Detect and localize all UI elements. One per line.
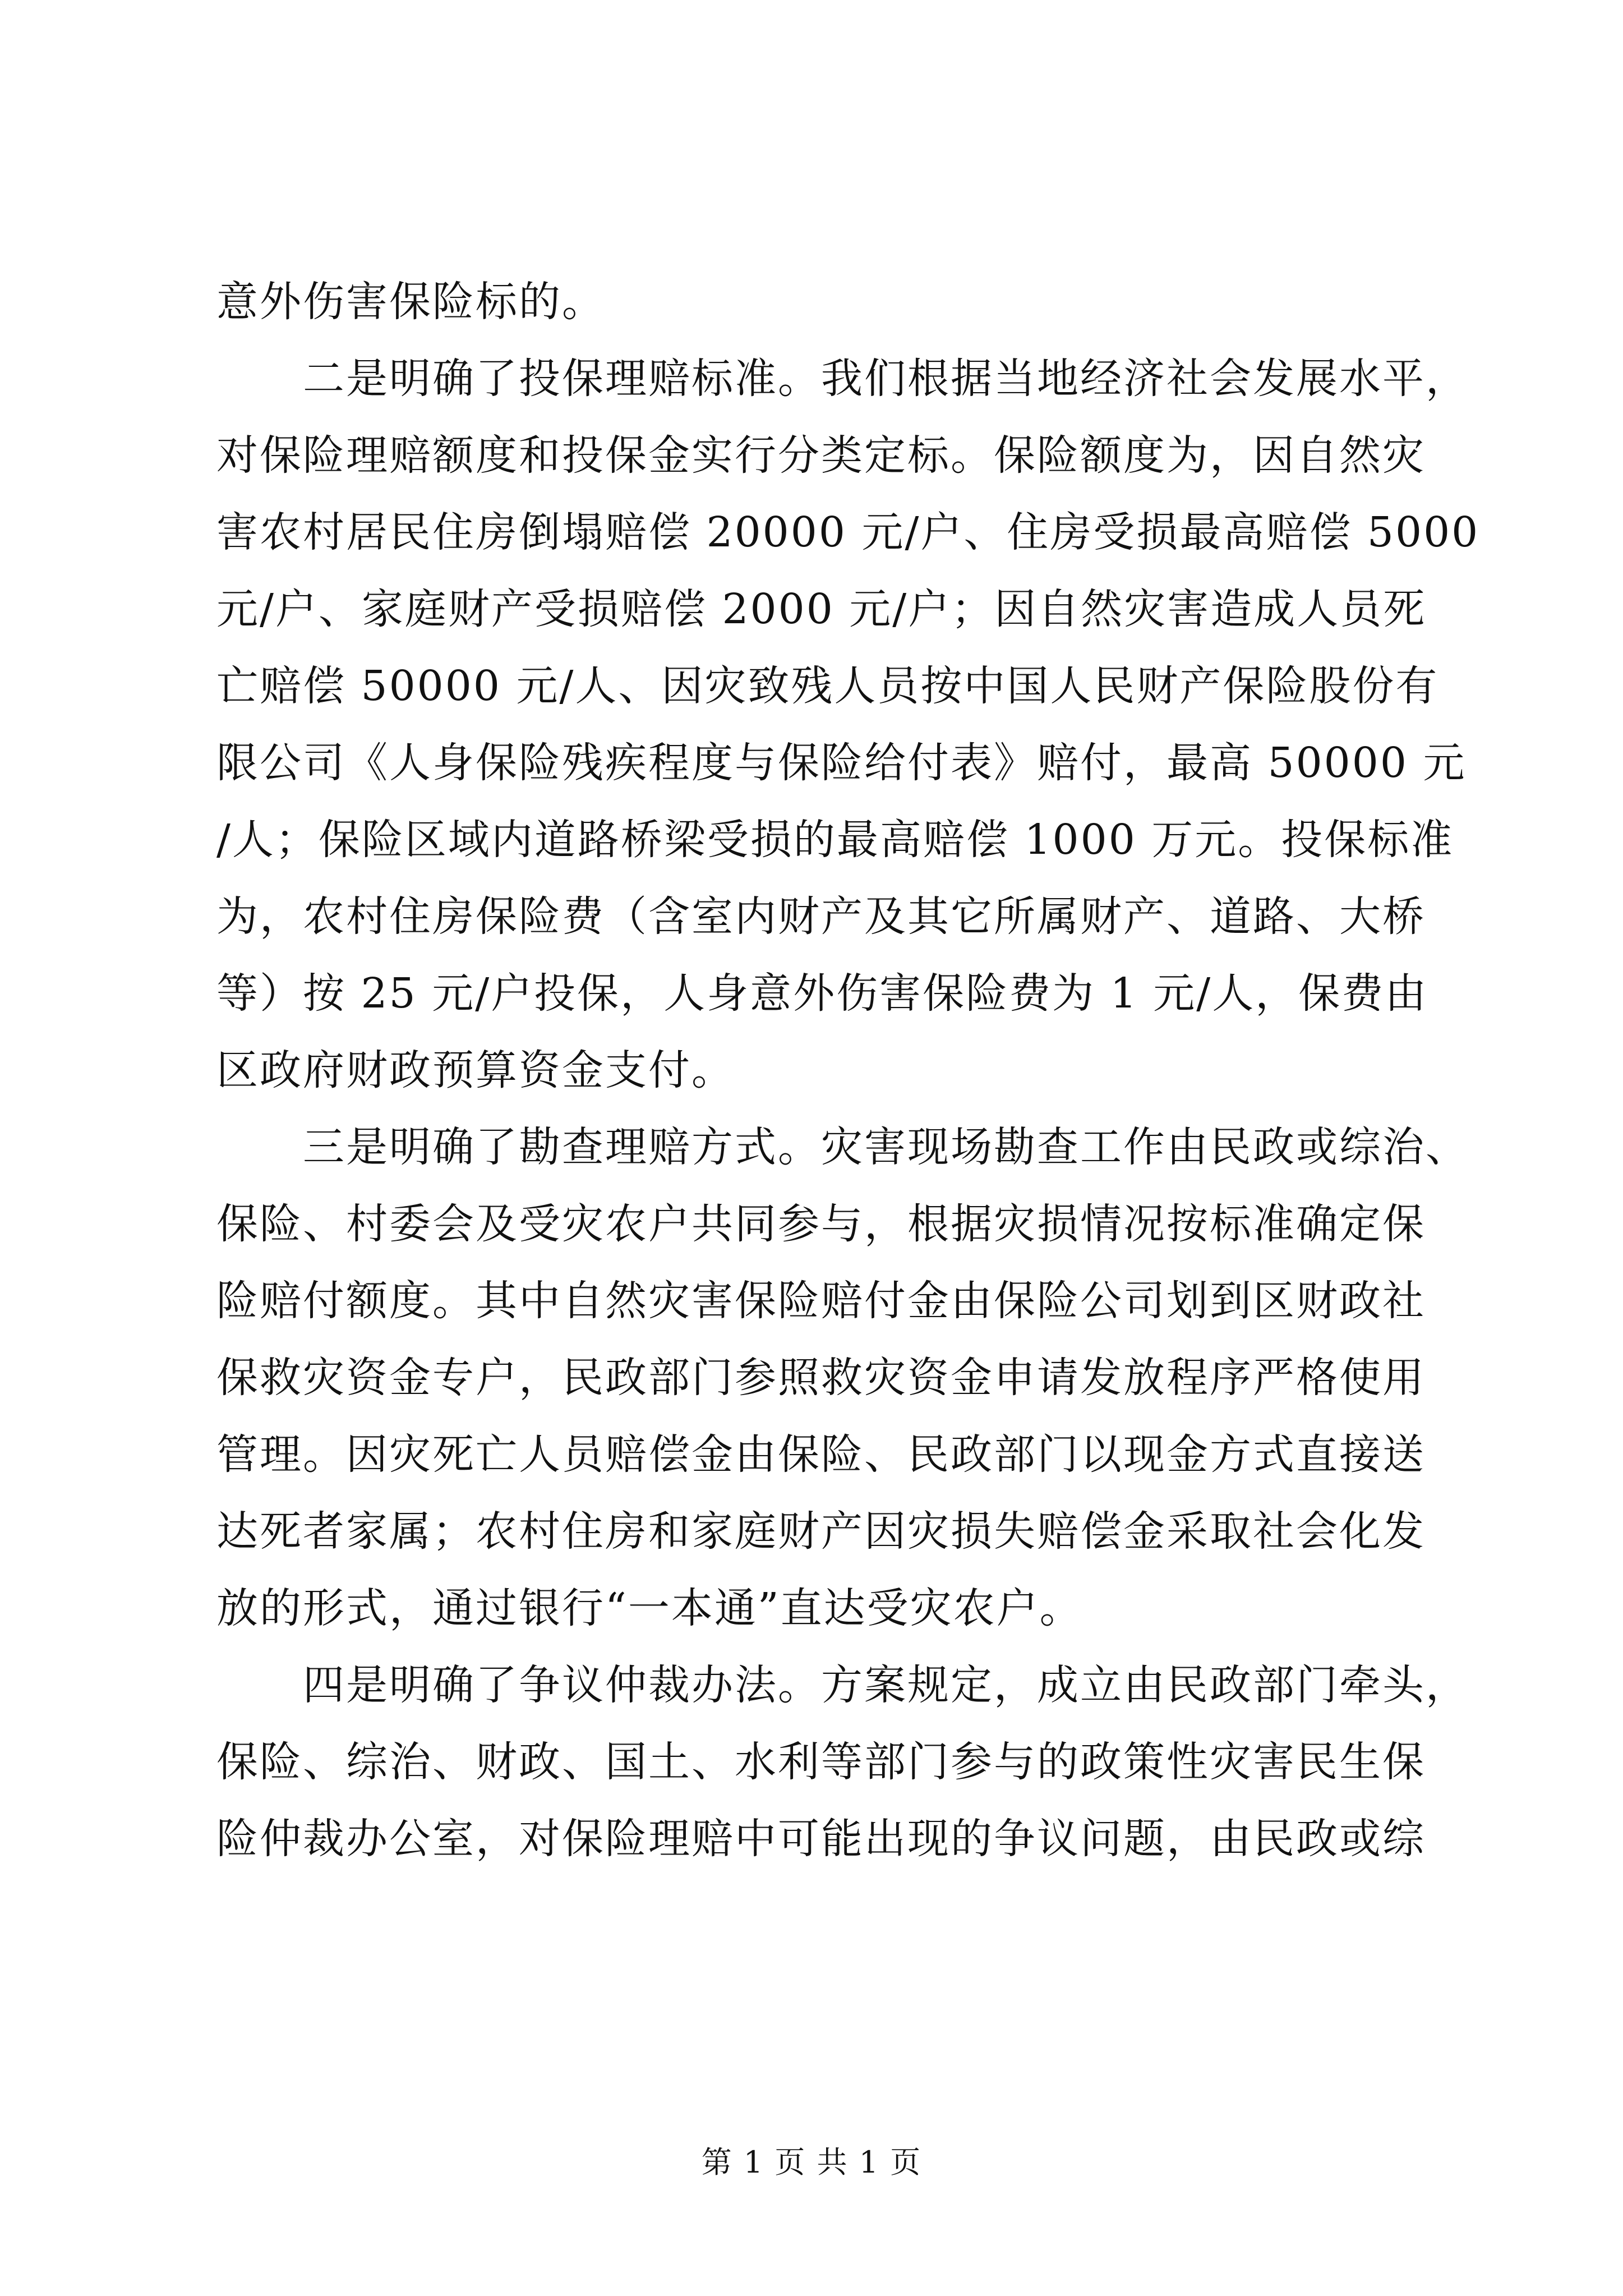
text-line: 二是明确了投保理赔标准。我们根据当地经济社会发展水平， — [216, 355, 1469, 403]
text-line: 三是明确了勘查理赔方式。灾害现场勘查工作由民政或综治、 — [216, 1123, 1469, 1171]
text-line: 保险、村委会及受灾农户共同参与，根据灾损情况按标准确定保 — [216, 1200, 1426, 1248]
document-body — [216, 264, 1480, 1878]
text-line: 险赔付额度。其中自然灾害保险赔付金由保险公司划到区财政社 — [216, 1277, 1426, 1325]
text-line: 意外伤害保险标的。 — [216, 278, 605, 326]
text-line: 对保险理赔额度和投保金实行分类定标。保险额度为，因自然灾 — [216, 431, 1426, 480]
text-line: 为，农村住房保险费（含室内财产及其它所属财产、道路、大桥 — [216, 892, 1426, 941]
paragraph — [216, 341, 1480, 1109]
text-line: 达死者家属；农村住房和家庭财产因灾损失赔偿金采取社会化发 — [216, 1507, 1426, 1556]
text-line: 四是明确了争议仲裁办法。方案规定，成立由民政部门牵头， — [216, 1661, 1469, 1709]
text-line: 元/户、家庭财产受损赔偿 2000 元/户；因自然灾害造成人员死 — [216, 585, 1427, 633]
text-line: 险仲裁办公室，对保险理赔中可能出现的争议问题，由民政或综 — [216, 1815, 1426, 1863]
text-line: 放的形式，通过银行“一本通”直达受灾农户。 — [216, 1584, 1083, 1632]
text-line: 亡赔偿 50000 元/人、因灾致残人员按中国人民财产保险股份有 — [216, 662, 1439, 710]
text-line: 保救灾资金专户，民政部门参照救灾资金申请发放程序严格使用 — [216, 1354, 1426, 1402]
paragraph — [216, 1647, 1469, 1878]
text-line: /人；保险区域内道路桥梁受损的最高赔偿 1000 万元。投保标准 — [216, 816, 1454, 864]
paragraph — [216, 1109, 1469, 1647]
paragraph — [216, 264, 1411, 341]
text-line: 管理。因灾死亡人员赔偿金由保险、民政部门以现金方式直接送 — [216, 1430, 1426, 1479]
text-line: 限公司《人身保险残疾程度与保险给付表》赔付，最高 50000 元 — [216, 739, 1467, 787]
text-line: 害农村居民住房倒塌赔偿 20000 元/户、住房受损最高赔偿 5000 — [216, 508, 1480, 556]
text-line: 区政府财政预算资金支付。 — [216, 1046, 735, 1094]
text-line: 等）按 25 元/户投保，人身意外伤害保险费为 1 元/人，保费由 — [216, 969, 1428, 1018]
page-footer: 第 1 页 共 1 页 — [701, 2145, 922, 2180]
text-line: 保险、综治、财政、国土、水利等部门参与的政策性灾害民生保 — [216, 1738, 1426, 1786]
